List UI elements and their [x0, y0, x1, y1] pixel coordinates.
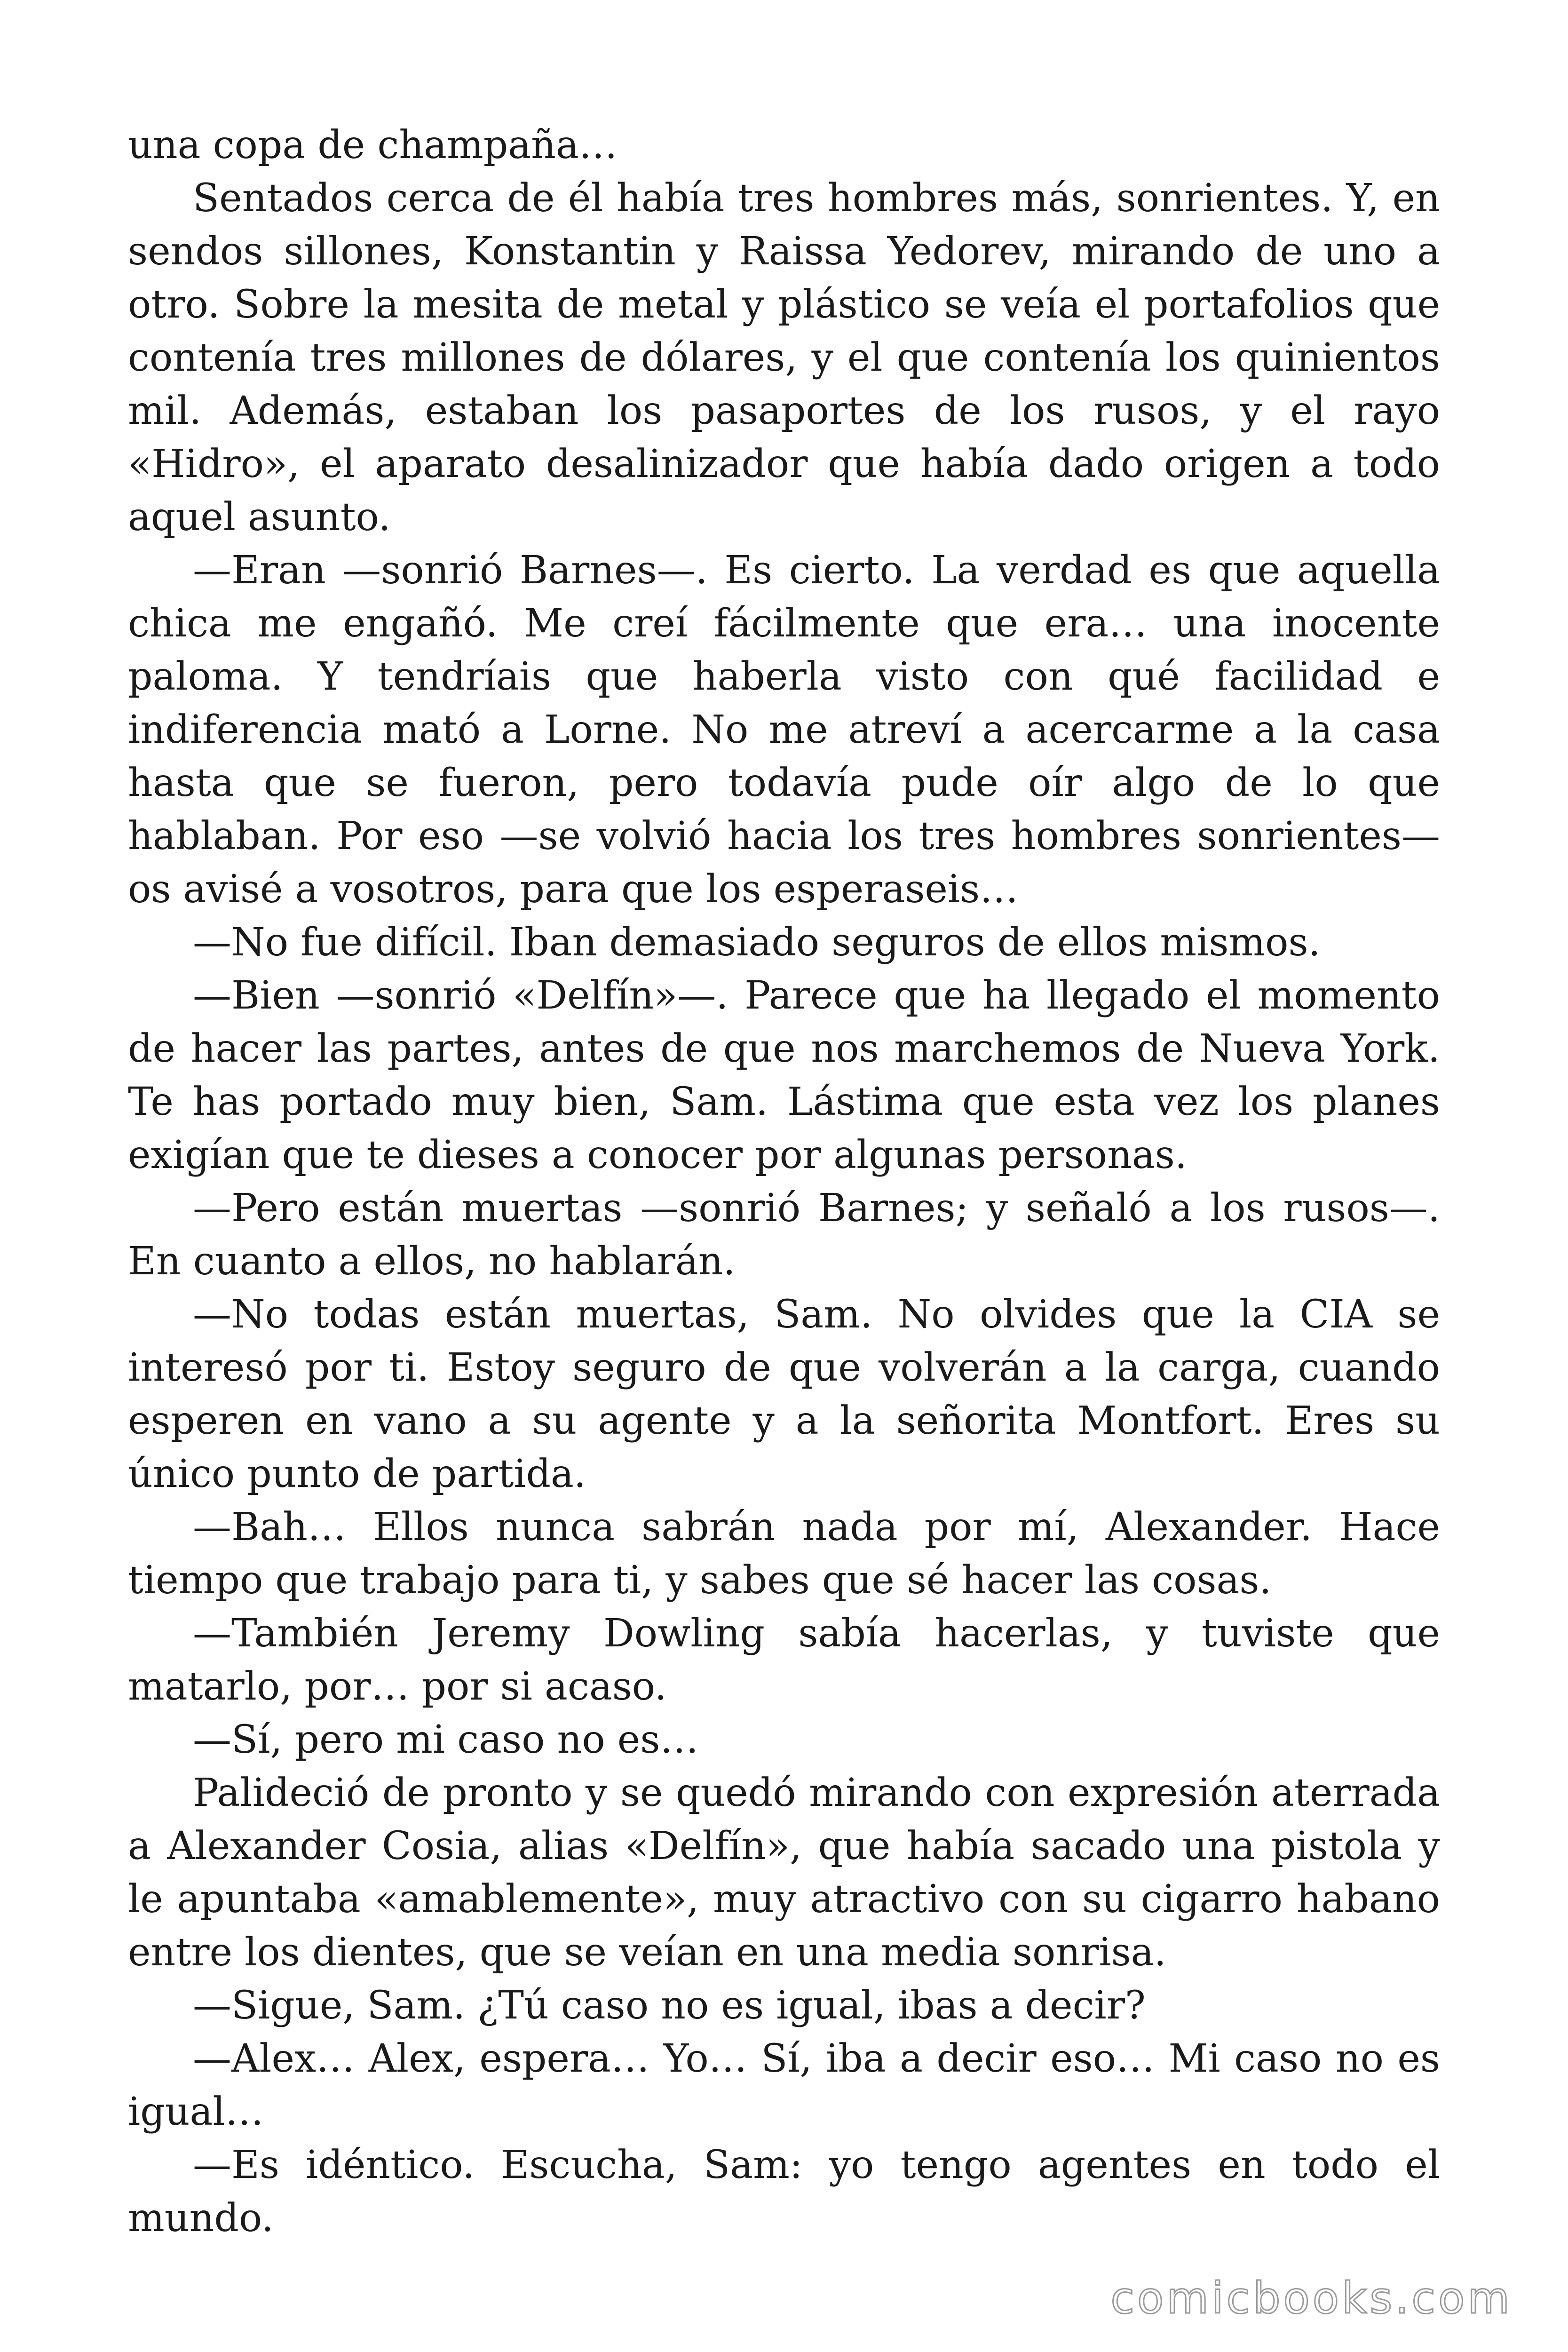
paragraph-continuation: una copa de champaña… [128, 123, 618, 167]
paragraph-dialogue: —Bien —sonrió «Delfín»—. Parece que ha llegado el momento de hacer las partes, antes de que nos marchemos de Nueva York. Te has portado muy bien, Sam. Lástima que esta vez los planes exigían que te dieses a conocer por algunas personas. [128, 973, 1440, 1177]
paragraph-dialogue: —Eran —sonrió Barnes—. Es cierto. La verdad es que aquella chica me engañó. Me creí fácilmente que era… una inocente paloma. Y tendríais que haberla visto con qué facilidad e indiferencia mató a Lorne. No me atreví a acercarme a la casa hasta que se fueron, pero todavía pude oír algo de lo que hablaban. Por eso —se volvió hacia los tres hombres sonrientes— os avisé a vosotros, para que los esperaseis… [128, 548, 1440, 912]
watermark-logo: comicbooks.com [1110, 2273, 1513, 2323]
paragraph-dialogue: —También Jeremy Dowling sabía hacerlas, y tuviste que matarlo, por… por si acaso. [128, 1611, 1440, 1709]
paragraph-dialogue: —Sí, pero mi caso no es… [193, 1717, 699, 1762]
paragraph-dialogue: —Sigue, Sam. ¿Tú caso no es igual, ibas a decir? [193, 1983, 1146, 2028]
page-body-text [128, 119, 1440, 2245]
paragraph: Palideció de pronto y se quedó mirando con expresión aterrada a Alexander Cosia, alias «Delfín», que había sacado una pistola y le apuntaba «amablemente», muy atractivo con su cigarro habano entre los dientes, que se veían en una media sonrisa. [128, 1771, 1440, 1975]
paragraph-dialogue: —No fue difícil. Iban demasiado seguros de ellos mismos. [193, 920, 1321, 965]
paragraph-dialogue: —Bah… Ellos nunca sabrán nada por mí, Alexander. Hace tiempo que trabajo para ti, y sabes que sé hacer las cosas. [128, 1505, 1440, 1603]
paragraph: Sentados cerca de él había tres hombres más, sonrientes. Y, en sendos sillones, Konstantin y Raissa Yedorev, mirando de uno a otro. Sobre la mesita de metal y plástico se veía el portafolios que contenía tres millones de dólares, y el que contenía los quinientos mil. Además, estaban los pasaportes de los rusos, y el rayo «Hidro», el aparato desalinizador que había dado origen a todo aquel asunto. [128, 176, 1440, 540]
paragraph-dialogue: —Alex… Alex, espera… Yo… Sí, iba a decir eso… Mi caso no es igual… [128, 2036, 1440, 2134]
paragraph-dialogue: —Pero están muertas —sonrió Barnes; y señaló a los rusos—. En cuanto a ellos, no hablarán. [128, 1186, 1440, 1284]
paragraph-dialogue: —No todas están muertas, Sam. No olvides que la CIA se interesó por ti. Estoy seguro de que volverán a la carga, cuando esperen en vano a su agente y a la señorita Montfort. Eres su único punto de partida. [128, 1292, 1440, 1496]
paragraph-dialogue: —Es idéntico. Escucha, Sam: yo tengo agentes en todo el mundo. [128, 2143, 1440, 2241]
